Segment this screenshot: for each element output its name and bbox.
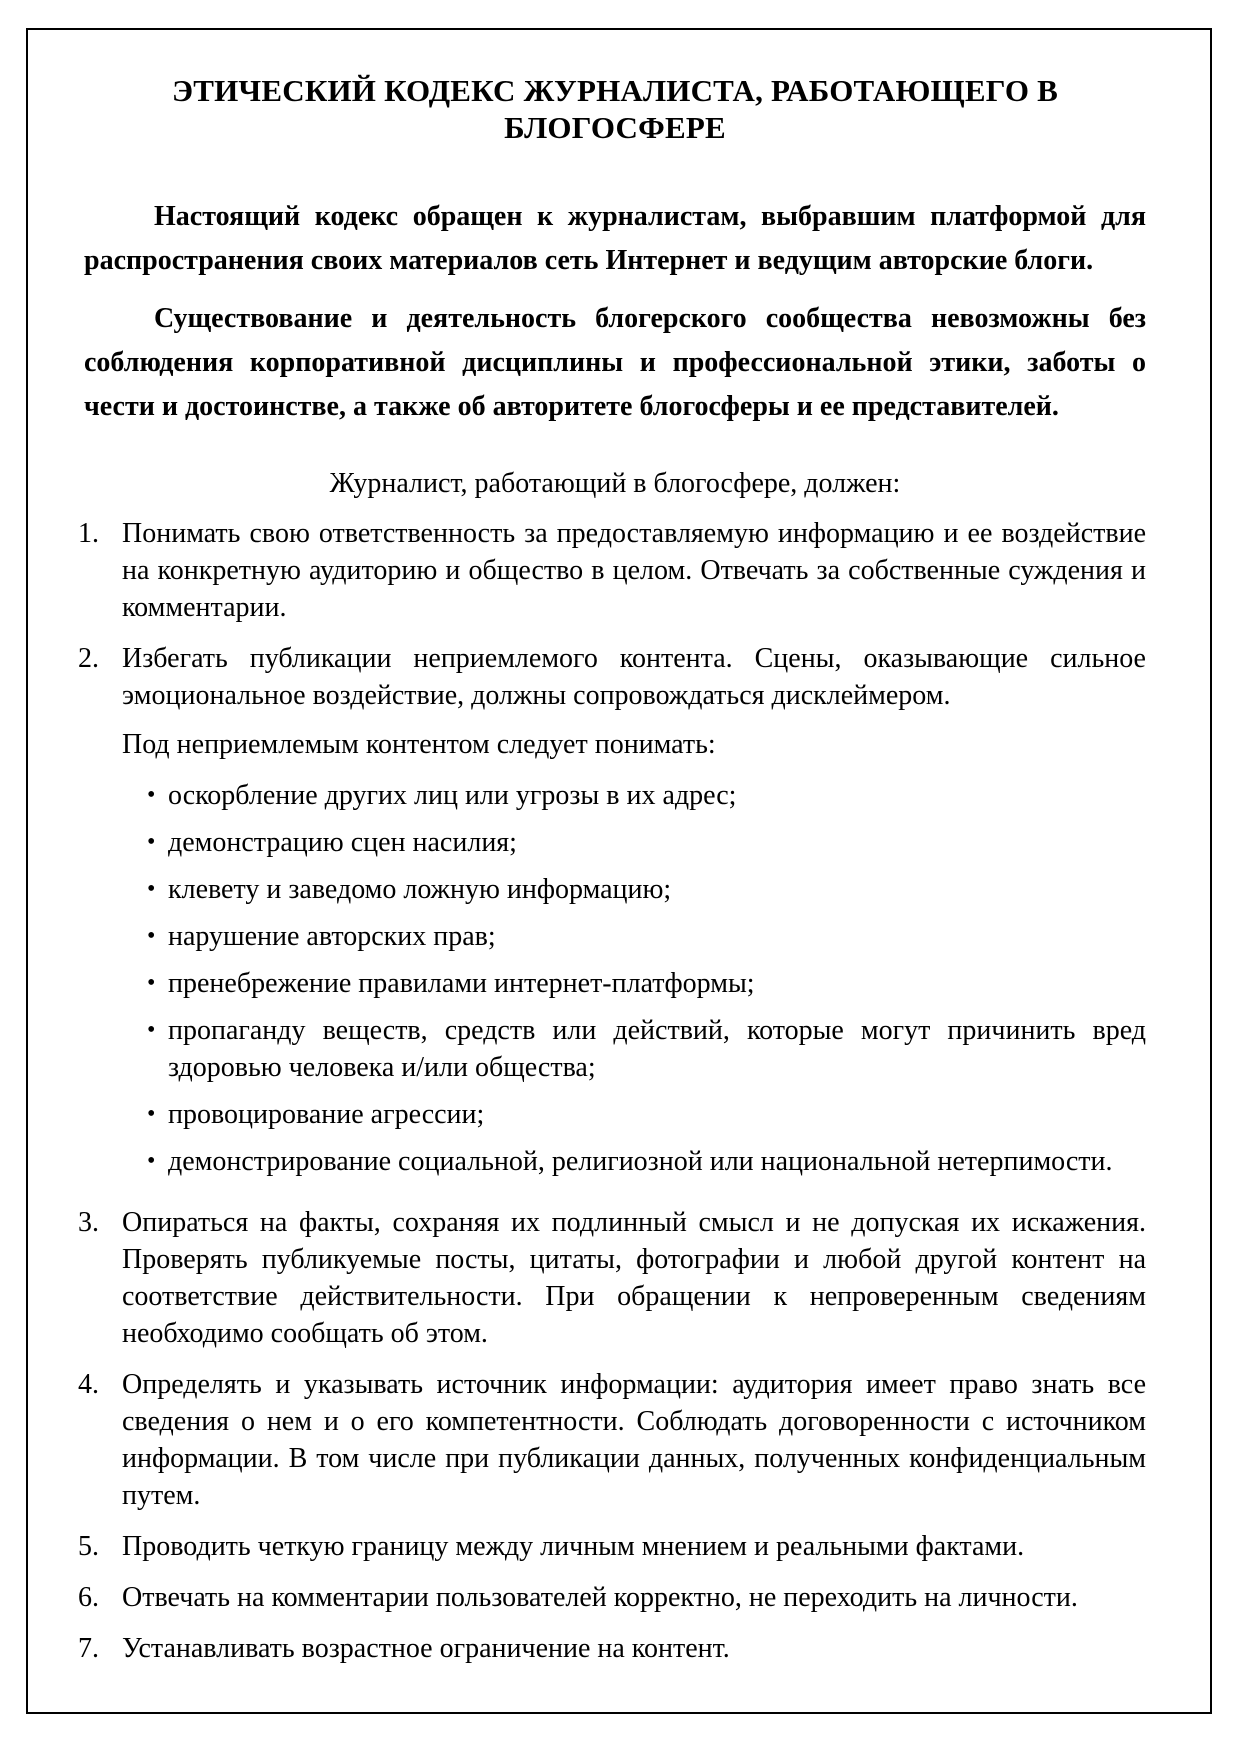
item-text: Определять и указывать источник информации: аудитория имеет право знать все сведения о нем и о его компетентности. Соблюдать договоренности с источником информации. В том числе при публикации данных, полученных конфиденциальным путем. [122,1369,1146,1511]
item-text: Проводить четкую границу между личным мнением и реальными фактами. [122,1531,1025,1562]
document-title: ЭТИЧЕСКИЙ КОДЕКС ЖУРНАЛИСТА, РАБОТАЮЩЕГО В БЛОГОСФЕРЕ [171,73,1058,145]
bullet-text: нарушение авторских прав; [168,921,496,952]
list-item-2 [78,640,1146,1190]
intro-paragraph-2: Существование и деятельность блогерского сообщества невозможны без соблюдения корпоративной дисциплины и профессиональной этики, заботы о чести и достоинстве, а также об авторитете блогосферы и ее представителей. [84,303,1146,422]
bullet-icon: • [147,970,156,996]
item-body [122,1579,1146,1616]
bullet-item [122,965,1146,1002]
bullet-icon: • [147,782,156,808]
item-text: Понимать свою ответственность за предоставляемую информацию и ее воздействие на конкретную аудиторию и общество в целом. Отвечать за собственные суждения и комментарии. [122,518,1146,623]
bullet-icon: • [147,1101,156,1127]
page-border-frame [26,28,1212,1714]
bullet-text: пренебрежение правилами интернет-платформы; [168,968,755,999]
list-heading: Журналист, работающий в блогосфере, должен: [329,468,901,499]
bullet-text: оскорбление других лиц или угрозы в их адрес; [168,780,737,811]
item-text: Опираться на факты, сохраняя их подлинный смысл и не допуская их искажения. Проверять публикуемые посты, цитаты, фотографии и любой другой контент на соответствие действительности. При обращении к непроверенным сведениям необходимо сообщать об этом. [122,1207,1146,1349]
item-text: Отвечать на комментарии пользователей корректно, не переходить на личности. [122,1582,1078,1613]
bullet-item [122,1143,1146,1180]
item-body [122,1204,1146,1352]
list-item-7 [78,1630,1146,1667]
bullet-item [122,1012,1146,1086]
item-text: Устанавливать возрастное ограничение на контент. [122,1633,730,1664]
numbered-list [78,515,1146,1667]
item-number: 5. [78,1531,99,1562]
bullet-text: пропаганду веществ, средств или действий, которые могут причинить вред здоровью человека и/или общества; [168,1015,1146,1083]
list-item-5 [78,1528,1146,1565]
bullet-text: демонстрацию сцен насилия; [168,827,517,858]
list-item-4 [78,1366,1146,1514]
bullet-icon: • [147,1148,156,1174]
item-number: 2. [78,643,99,674]
item-number: 4. [78,1369,99,1400]
list-item-3 [78,1204,1146,1352]
bullet-item [122,918,1146,955]
item-body [122,1528,1146,1565]
list-item-6 [78,1579,1146,1616]
bullet-list [122,777,1146,1180]
item-number: 3. [78,1207,99,1238]
bullet-text: провоцирование агрессии; [168,1099,485,1130]
bullet-icon: • [147,1017,156,1043]
list-item-1 [78,515,1146,626]
item-body [122,1630,1146,1667]
item-number: 6. [78,1582,99,1613]
bullet-item [122,1096,1146,1133]
bullet-icon: • [147,923,156,949]
bullet-text: клевету и заведомо ложную информацию; [168,874,672,905]
bullet-icon: • [147,829,156,855]
item-body [122,515,1146,626]
item-number: 1. [78,518,99,549]
item-body [122,640,1146,1190]
bullet-item [122,871,1146,908]
item-text: Избегать публикации неприемлемого контента. Сцены, оказывающие сильное эмоциональное воздействие, должны сопровождаться дисклеймером. [122,643,1146,711]
bullet-item [122,824,1146,861]
bullet-text: демонстрирование социальной, религиозной или национальной нетерпимости. [168,1146,1113,1177]
bullet-item [122,777,1146,814]
item-number: 7. [78,1633,99,1664]
item-subheading: Под неприемлемым контентом следует понимать: [122,729,716,760]
bullet-icon: • [147,876,156,902]
item-body [122,1366,1146,1514]
intro-paragraph-1: Настоящий кодекс обращен к журналистам, выбравшим платформой для распространения своих материалов сеть Интернет и ведущим авторские блоги. [84,201,1146,276]
